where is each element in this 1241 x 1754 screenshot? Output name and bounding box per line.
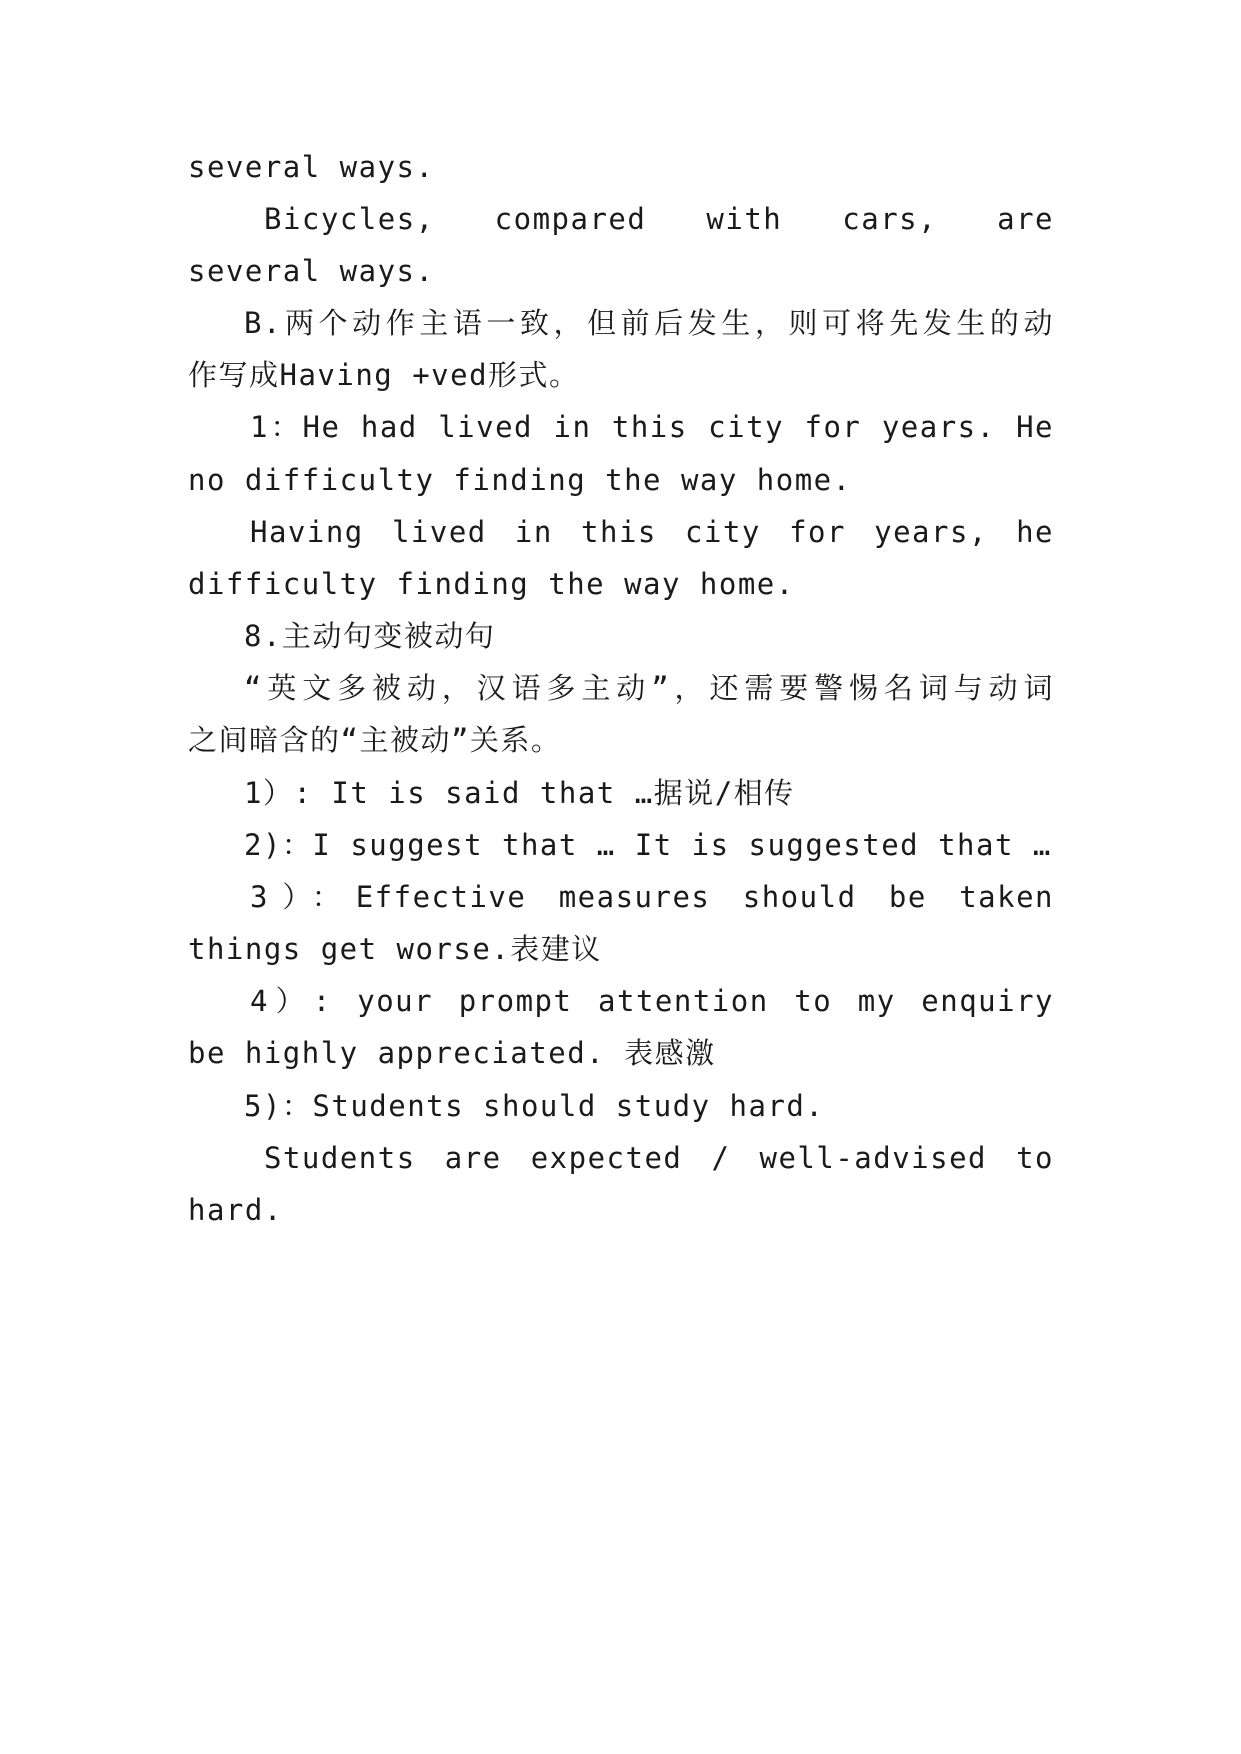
list-item: 3）：Effective measures should be taken xyxy=(250,880,1054,914)
list-item: 2)：I suggest that … It is suggested that … xyxy=(244,828,1052,862)
text-line: several ways. xyxy=(188,254,435,288)
text-line: difficulty finding the way home. xyxy=(188,567,795,601)
text-line: no difficulty finding the way home. xyxy=(188,463,852,497)
text-line: several ways. xyxy=(188,150,435,184)
text-line: Students are expected / well-advised to xyxy=(264,1141,1054,1175)
text-line: 作写成Having +ved形式。 xyxy=(188,358,580,392)
text-line: things get worse.表建议 xyxy=(188,932,602,966)
list-item: 4）: your prompt attention to my enquiry xyxy=(250,984,1054,1018)
section-heading: 8.主动句变被动句 xyxy=(244,619,496,653)
text-line: be highly appreciated. 表感激 xyxy=(188,1036,716,1070)
list-item: 5)：Students should study hard. xyxy=(244,1089,825,1123)
text-line: 1：He had lived in this city for years. He xyxy=(250,410,1054,444)
text-line: 之间暗含的“主被动”关系。 xyxy=(188,723,562,757)
text-line: B.两个动作主语一致，但前后发生，则可将先发生的动 xyxy=(244,306,1054,340)
list-item: 1）: It is said that …据说/相传 xyxy=(244,776,795,810)
text-line: hard. xyxy=(188,1193,283,1227)
text-line: Bicycles, compared with cars, are xyxy=(264,202,1054,236)
text-line: “英文多被动，汉语多主动”，还需要警惕名词与动词 xyxy=(244,671,1054,705)
text-line: Having lived in this city for years, he xyxy=(250,515,1054,549)
